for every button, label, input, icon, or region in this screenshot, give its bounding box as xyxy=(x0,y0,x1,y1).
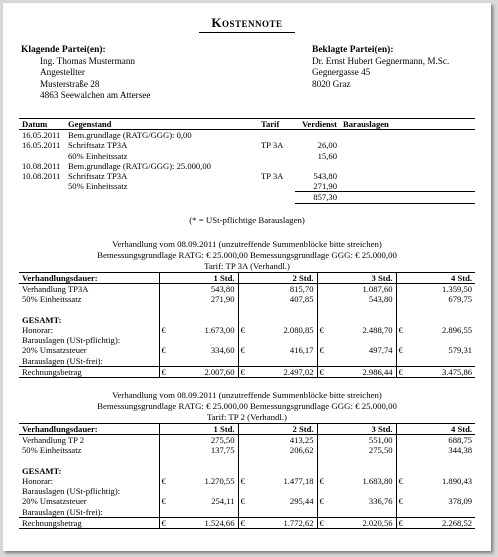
table-cell: 271,90 xyxy=(313,181,337,192)
duration-3h: 3 Std. xyxy=(317,273,396,284)
table-cell: € xyxy=(161,496,166,507)
table-cell: 16.05.2011 xyxy=(22,140,61,151)
table-cell: € xyxy=(238,517,250,528)
table-cell: € xyxy=(398,496,403,507)
table-cell: € xyxy=(396,517,408,528)
table-cell: Schriftsatz TP3A xyxy=(68,171,128,182)
duration-2h: 2 Std. xyxy=(238,424,317,435)
plaintiff-line: Ing. Thomas Mustermann xyxy=(40,56,136,66)
table-cell: 2.080,85 xyxy=(250,325,317,335)
table-cell: 688,75 xyxy=(448,435,473,446)
table-cell: Barauslagen (USt-frei): xyxy=(19,356,159,367)
table-row xyxy=(19,294,475,304)
fees-note: (* = USt-pflichtige Barauslagen) xyxy=(189,215,305,225)
table-cell: 551,00 xyxy=(317,435,396,446)
table-cell: 1.524,66 xyxy=(171,517,238,528)
table-cell: Verhandlung TP 2 xyxy=(19,435,159,446)
table-cell xyxy=(19,181,65,192)
table-cell: 416,17 xyxy=(250,345,317,355)
table-cell: 26,00 xyxy=(317,140,337,151)
table-cell: 1.087,60 xyxy=(317,284,396,295)
table-cell: 497,74 xyxy=(329,345,396,355)
defendant-line: 8020 Graz xyxy=(312,78,351,89)
table-cell: 543,80 xyxy=(313,171,337,182)
table-cell: 137,75 xyxy=(159,445,238,455)
plaintiff-address xyxy=(40,56,150,102)
fees-header-row xyxy=(19,119,475,130)
table-cell: 20% Umsatzsteuer xyxy=(19,345,159,355)
table-cell: 336,76 xyxy=(329,496,396,506)
table-cell: 334,60 xyxy=(171,345,238,355)
table-cell: Barauslagen (USt-pflichtig): xyxy=(19,335,159,345)
table-cell: 2.986,44 xyxy=(329,366,396,377)
table-cell: Schriftsatz TP3A xyxy=(68,140,128,151)
table-cell: Verhandlung TP3A xyxy=(19,284,159,295)
table-cell: € xyxy=(317,366,329,377)
table-cell: 15,60 xyxy=(317,150,337,161)
title-text: Kostennote xyxy=(211,15,283,30)
table-cell: 1.772,62 xyxy=(250,517,317,528)
table-row xyxy=(19,284,475,295)
table-cell xyxy=(340,151,475,161)
table-cell: 295,44 xyxy=(250,496,317,506)
table-row xyxy=(19,335,475,345)
table-cell: € xyxy=(161,345,166,356)
fees-header-tariff: Tarif xyxy=(258,119,295,130)
block1-intro: Verhandlung vom 08.09.2011 (unzutreffende Summenblöcke bitte streichen) xyxy=(112,239,382,249)
table-cell: 10.08.2011 xyxy=(22,171,61,182)
table-row xyxy=(19,171,475,181)
duration-1h: 1 Std. xyxy=(159,273,238,284)
duration-2h: 2 Std. xyxy=(238,273,317,284)
table-cell: 10.08.2011 xyxy=(22,160,61,171)
table-row xyxy=(19,456,475,466)
defendant-line: Dr. Ernst Hubert Gegnermann, M.Sc. xyxy=(312,56,450,66)
table-cell: € xyxy=(319,325,324,336)
table-cell: € xyxy=(319,496,324,507)
table-row xyxy=(19,315,475,325)
document-page xyxy=(3,3,491,551)
table-row xyxy=(19,161,475,171)
duration-4h: 4 Std. xyxy=(396,424,475,435)
table-cell: 2.497,02 xyxy=(250,366,317,377)
table-row xyxy=(19,496,475,506)
table-row xyxy=(19,435,475,446)
block1-header-row xyxy=(19,273,475,284)
table-cell: 344,38 xyxy=(448,445,473,456)
plaintiff-line: 4863 Seewalchen am Attersee xyxy=(40,90,151,101)
table-cell: TP 3A xyxy=(261,171,284,182)
block2-basis: Bemessungsgrundlage RATG: € 25.000,00 Bemessungsgrundlage GGG: € 25.000,00 xyxy=(97,401,397,411)
fees-table xyxy=(19,118,475,204)
table-cell: Barauslagen (USt-frei): xyxy=(19,507,159,518)
table-row xyxy=(19,476,475,486)
table-cell: 60% Einheitssatz xyxy=(68,150,128,161)
table-cell: € xyxy=(398,476,403,487)
table-cell: 1.673,00 xyxy=(171,325,238,335)
fees-total-row xyxy=(19,192,475,203)
block2-header-row xyxy=(19,424,475,435)
table-cell: Rechnungsbetrag xyxy=(19,517,159,528)
table-cell xyxy=(258,151,295,161)
block2-sum-row xyxy=(19,517,475,528)
table-row xyxy=(19,486,475,496)
table-cell xyxy=(258,181,295,192)
table-cell: 50% Einheitssatz xyxy=(19,445,159,455)
table-cell: Rechnungsbetrag xyxy=(19,366,159,377)
block2-tariff: Tarif: TP 2 (Verhandl.) xyxy=(206,412,287,422)
table-cell: € xyxy=(240,345,245,356)
block2-table xyxy=(19,423,475,529)
table-cell: € xyxy=(161,325,166,336)
table-cell: 1.270,55 xyxy=(171,476,238,486)
table-row xyxy=(19,181,475,192)
table-cell: 407,85 xyxy=(238,294,317,304)
table-cell: 16.05.2011 xyxy=(22,130,61,141)
table-cell: € xyxy=(240,476,245,487)
block1-sum-row xyxy=(19,366,475,377)
table-cell: Bem.grundlage (RATG/GGG): 0,00 xyxy=(68,130,192,141)
table-row xyxy=(19,130,475,141)
duration-1h: 1 Std. xyxy=(159,424,238,435)
table-cell: 2.020,56 xyxy=(329,517,396,528)
table-cell xyxy=(19,151,65,161)
table-cell: Honorar: xyxy=(19,476,159,486)
title-underline xyxy=(199,32,295,33)
plaintiff-heading: Klagende Partei(en): xyxy=(21,45,106,55)
table-cell: 20% Umsatzsteuer xyxy=(19,496,159,506)
block1-tariff: Tarif: TP 3A (Verhandl.) xyxy=(204,261,290,271)
defendant-heading: Beklagte Partei(en): xyxy=(312,45,394,55)
table-cell: 679,75 xyxy=(448,294,473,305)
defendant-address xyxy=(312,56,449,90)
table-cell: 275,50 xyxy=(159,435,238,446)
table-row xyxy=(19,466,475,476)
table-cell: 413,25 xyxy=(238,435,317,446)
table-cell: 1.477,18 xyxy=(250,476,317,486)
table-row xyxy=(19,345,475,355)
duration-label: Verhandlungsdauer: xyxy=(19,424,159,435)
gesamt-label: GESAMT: xyxy=(19,315,159,325)
table-cell: € xyxy=(159,366,171,377)
fees-header-earnings: Verdienst xyxy=(295,119,340,130)
duration-4h: 4 Std. xyxy=(396,273,475,284)
table-cell: 275,50 xyxy=(317,445,396,455)
defendant-line: Gegnergasse 45 xyxy=(312,67,371,78)
document-title xyxy=(3,15,491,31)
table-cell: 206,62 xyxy=(238,445,317,455)
table-cell: € xyxy=(398,345,403,356)
table-cell: 271,90 xyxy=(159,294,238,304)
gesamt-label: GESAMT: xyxy=(19,466,159,476)
plaintiff-line: Musterstraße 28 xyxy=(40,78,100,89)
table-cell: € xyxy=(396,366,408,377)
table-cell xyxy=(340,140,475,150)
table-cell: 543,80 xyxy=(159,284,238,295)
table-cell: 2.268,52 xyxy=(408,517,475,528)
duration-label: Verhandlungsdauer: xyxy=(19,273,159,284)
table-cell: Honorar: xyxy=(19,325,159,335)
table-cell: € xyxy=(240,325,245,336)
table-cell: 1.683,80 xyxy=(329,476,396,486)
table-cell: 815,70 xyxy=(238,284,317,295)
table-cell: 50% Einheitssatz xyxy=(19,294,159,304)
table-cell: € xyxy=(161,476,166,487)
table-cell: € xyxy=(159,517,171,528)
table-cell: Bem.grundlage (RATG/GGG): 25.000,00 xyxy=(68,160,211,171)
table-cell: 1.890,43 xyxy=(441,476,473,487)
table-row xyxy=(19,325,475,335)
table-cell: 543,80 xyxy=(317,294,396,304)
table-cell: € xyxy=(319,476,324,487)
block1-basis: Bemessungsgrundlage RATG: € 25.000,00 Bemessungsgrundlage GGG: € 25.000,00 xyxy=(97,250,397,260)
fees-header-expenses: Barauslagen xyxy=(340,119,475,130)
table-cell xyxy=(340,181,475,192)
table-row xyxy=(19,151,475,161)
table-cell: 50% Einheitssatz xyxy=(68,181,128,192)
block2-intro: Verhandlung vom 08.09.2011 (unzutreffende Summenblöcke bitte streichen) xyxy=(112,390,382,400)
table-cell: 254,11 xyxy=(171,496,238,506)
table-cell: 1.359,50 xyxy=(441,284,473,295)
table-cell xyxy=(340,171,475,181)
fees-total: 857,30 xyxy=(295,192,340,203)
table-cell: € xyxy=(238,366,250,377)
fees-header-subject: Gegenstand xyxy=(65,119,258,130)
table-cell: € xyxy=(319,345,324,356)
fees-header-date: Datum xyxy=(19,119,65,130)
plaintiff-line: Angestellter xyxy=(40,67,85,78)
table-cell: 2.488,70 xyxy=(329,325,396,335)
table-cell: € xyxy=(398,325,403,336)
table-cell: TP 3A xyxy=(261,140,284,151)
table-row xyxy=(19,356,475,367)
table-row xyxy=(19,140,475,150)
table-row xyxy=(19,305,475,315)
table-cell: 579,31 xyxy=(448,345,473,356)
table-cell: € xyxy=(240,496,245,507)
duration-3h: 3 Std. xyxy=(317,424,396,435)
table-cell: € xyxy=(317,517,329,528)
table-cell: 3.475,86 xyxy=(408,366,475,377)
table-cell: 2.896,55 xyxy=(441,325,473,336)
table-cell: 378,09 xyxy=(448,496,473,507)
table-row xyxy=(19,507,475,518)
table-row xyxy=(19,445,475,455)
table-cell: 2.007,60 xyxy=(171,366,238,377)
table-cell: Barauslagen (USt-pflichtig): xyxy=(19,486,159,496)
block1-table xyxy=(19,272,475,378)
